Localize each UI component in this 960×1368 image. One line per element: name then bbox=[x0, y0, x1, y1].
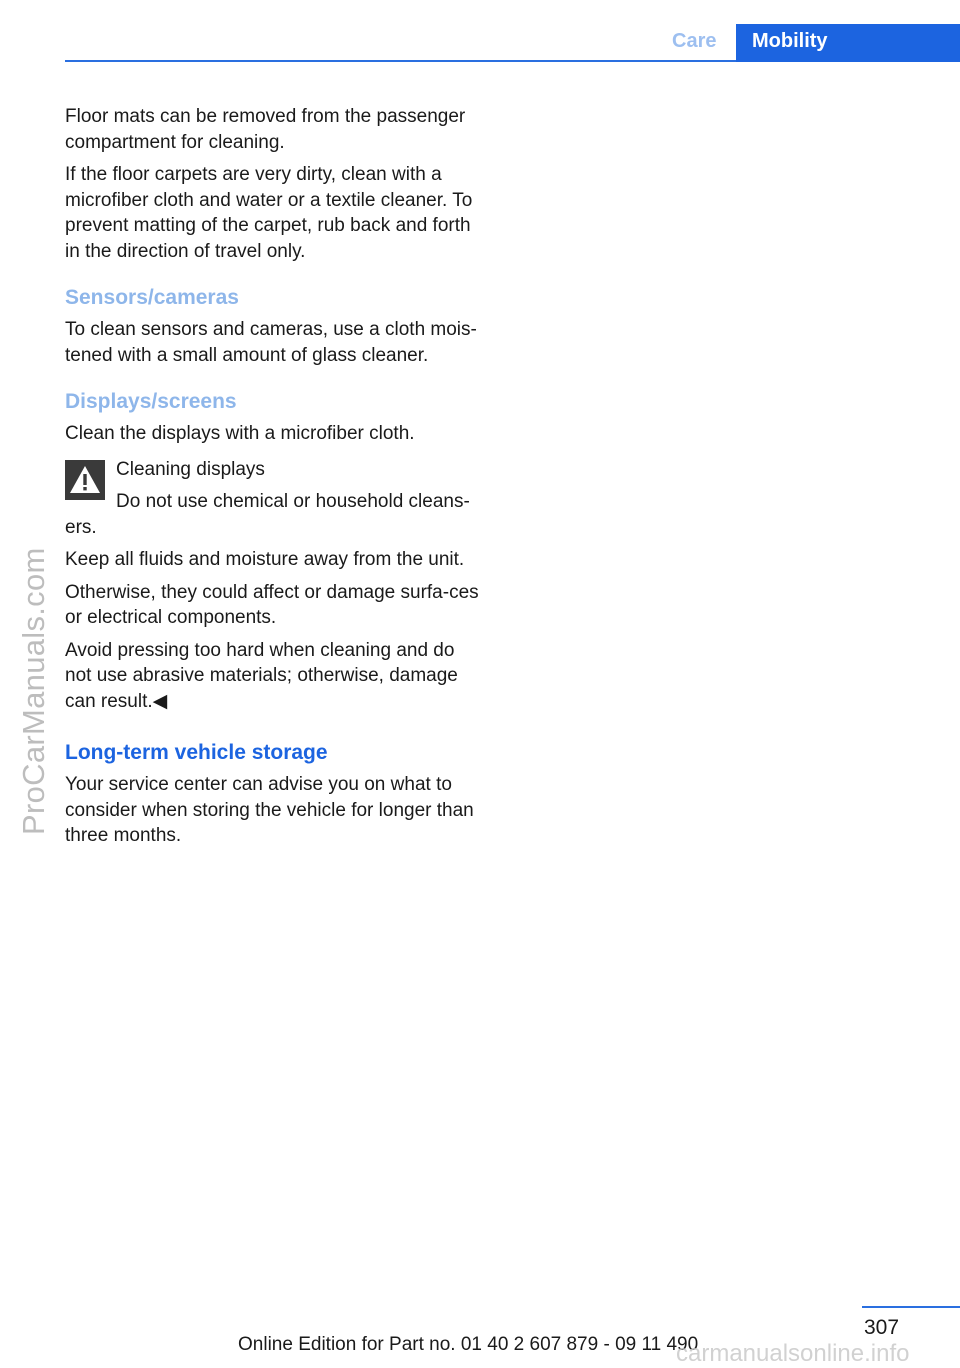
warning-text-1-continued: ers. bbox=[65, 516, 97, 538]
warning-text-4: Avoid pressing too hard when cleaning and do not use abrasive materials; otherwise, damage can result.◀ bbox=[65, 639, 458, 712]
sensors-paragraph: To clean sensors and cameras, use a cloth mois‐tened with a small amount of glass cleaner. bbox=[65, 319, 477, 366]
displays-heading: Displays/screens bbox=[65, 390, 237, 413]
warning-text-1: Do not use chemical or household cleans‐ bbox=[116, 491, 470, 512]
displays-paragraph: Clean the displays with a microfiber cloth. bbox=[65, 423, 415, 444]
warning-title: Cleaning displays bbox=[116, 458, 265, 480]
warning-text-2: Keep all fluids and moisture away from the unit. bbox=[65, 549, 465, 570]
sensors-heading: Sensors/cameras bbox=[65, 286, 239, 309]
edition-footer: Online Edition for Part no. 01 40 2 607 879 - 09 11 490 bbox=[238, 1334, 699, 1355]
tab-mobility[interactable]: Mobility bbox=[736, 24, 960, 62]
page-number: 307 bbox=[864, 1316, 900, 1339]
floor-mats-paragraph: Floor mats can be removed from the passenger compartment for cleaning. bbox=[65, 106, 466, 153]
footer-watermark: carmanualsonline.info bbox=[676, 1340, 910, 1367]
warning-block bbox=[65, 457, 485, 515]
warning-triangle-icon bbox=[65, 460, 105, 500]
storage-heading: Long-term vehicle storage bbox=[65, 741, 328, 764]
warning-text-3: Otherwise, they could affect or damage surfa‐ces or electrical components. bbox=[65, 581, 479, 628]
floor-carpets-paragraph: If the floor carpets are very dirty, clean with a microfiber cloth and water or a textile cleaner. To prevent matting of the carpet, rub back and forth in the direction of travel only. bbox=[65, 164, 473, 262]
storage-paragraph: Your service center can advise you on what to consider when storing the vehicle for longer than three months. bbox=[65, 774, 474, 846]
tab-care[interactable]: Care bbox=[672, 30, 717, 52]
main-content bbox=[65, 104, 485, 856]
footer-rule bbox=[862, 1306, 960, 1308]
side-watermark: ProCarManuals.com bbox=[16, 547, 51, 835]
